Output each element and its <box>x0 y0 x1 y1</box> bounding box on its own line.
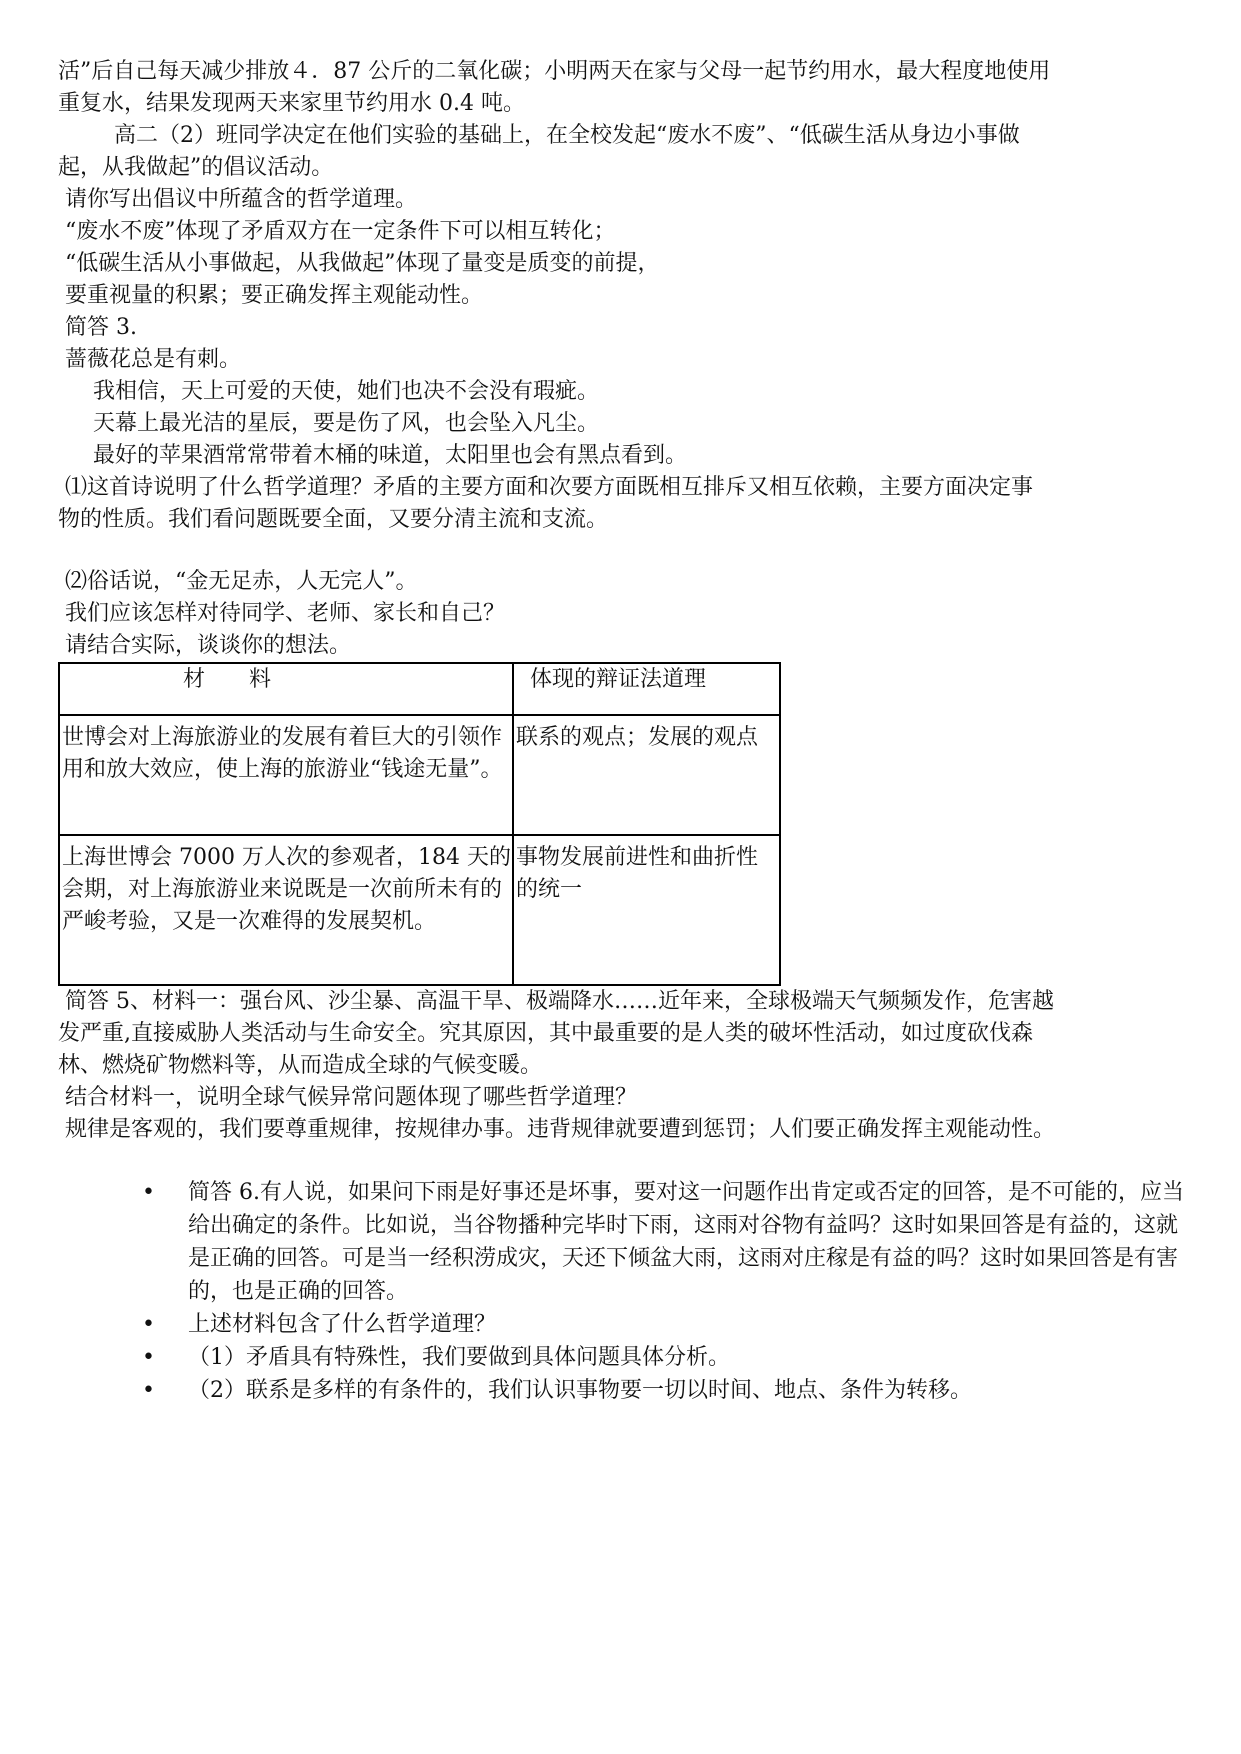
table-cell: 世博会对上海旅游业的发展有着巨大的引领作用和放大效应，使上海的旅游业“钱途无量”。 <box>59 715 513 835</box>
materials-table <box>58 662 781 986</box>
poem-line: 最好的苹果酒常常带着木桶的味道，太阳里也会有黑点看到。 <box>58 443 687 468</box>
bullet-text: 简答 6.有人说，如果问下雨是好事还是坏事，要对这一问题作出肯定或否定的回答，是不可能的，应当给出确定的条件。比如说，当谷物播种完毕时下雨，这雨对谷物有益吗？这时如果回答是有益的，这就是正确的回答。可是当一经积涝成灾，天还下倾盆大雨，这雨对庄稼是有益的吗？这时如果回答是有害的，也是正确的回答。 <box>188 1180 1184 1304</box>
poem-line: 我相信，天上可爱的天使，她们也决不会没有瑕疵。 <box>58 379 599 404</box>
bullet-icon: • <box>142 1312 155 1337</box>
text-line: 重复水，结果发现两天来家里节约用水 0.4 吨。 <box>58 91 525 116</box>
bullet-item <box>142 1341 1188 1374</box>
text-line: 结合材料一，说明全球气候异常问题体现了哪些哲学道理？ <box>58 1085 638 1110</box>
bullet-text: （1）矛盾具有特殊性，我们要做到具体问题具体分析。 <box>188 1345 730 1370</box>
bullet-item <box>142 1374 1188 1407</box>
text-line: ⑴这首诗说明了什么哲学道理？矛盾的主要方面和次要方面既相互排斥又相互依赖，主要方面决定事 <box>58 475 1034 500</box>
bullet-icon: • <box>142 1345 155 1370</box>
text-line: 高二（2）班同学决定在他们实验的基础上，在全校发起“废水不废”、“低碳生活从身边小事做 <box>58 123 1020 148</box>
bullet-text: 上述材料包含了什么哲学道理？ <box>188 1312 497 1337</box>
table-header-cell: 体现的辩证法道理 <box>513 663 780 715</box>
table-cell: 联系的观点；发展的观点 <box>513 715 780 835</box>
table-header-cell: 材 料 <box>59 663 513 715</box>
text-line: 起，从我做起”的倡议活动。 <box>58 155 334 180</box>
text-line: 我们应该怎样对待同学、老师、家长和自己？ <box>58 601 506 626</box>
text-line: 发严重,直接威胁人类活动与生命安全。究其原因，其中最重要的是人类的破坏性活动，如过度砍伐森 <box>58 1021 1033 1046</box>
text-line: 规律是客观的，我们要尊重规律，按规律办事。违背规律就要遭到惩罚；人们要正确发挥主观能动性。 <box>58 1117 1056 1142</box>
text-line: 请你写出倡议中所蕴含的哲学道理。 <box>58 187 418 212</box>
text-line: ⑵俗话说，“金无足赤，人无完人”。 <box>58 569 418 594</box>
question-heading: 简答 3. <box>58 315 137 340</box>
table-row <box>59 715 780 835</box>
spacer <box>58 536 1188 566</box>
text-line: “低碳生活从小事做起，从我做起”体现了量变是质变的前提， <box>58 251 660 276</box>
document-page <box>58 56 1188 1407</box>
question-heading: 简答 5、材料一：强台风、沙尘暴、高温干旱、极端降水……近年来，全球极端天气频频发作，危害越 <box>58 989 1054 1014</box>
text-line: 林、燃烧矿物燃料等，从而造成全球的气候变暖。 <box>58 1053 543 1078</box>
table-cell: 事物发展前进性和曲折性的统一 <box>513 835 780 985</box>
bullet-text: （2）联系是多样的有条件的，我们认识事物要一切以时间、地点、条件为转移。 <box>188 1378 972 1403</box>
bullet-item <box>142 1308 1188 1341</box>
table-cell: 上海世博会 7000 万人次的参观者，184 天的会期，对上海旅游业来说既是一次前所未有的严峻考验，又是一次难得的发展契机。 <box>59 835 513 985</box>
text-line: 要重视量的积累；要正确发挥主观能动性。 <box>58 283 484 308</box>
poem-title: 蔷薇花总是有刺。 <box>58 347 242 372</box>
text-line: 物的性质。我们看问题既要全面，又要分清主流和支流。 <box>58 507 609 532</box>
table-row <box>59 835 780 985</box>
bullet-item <box>142 1176 1188 1308</box>
table-header-row <box>59 663 780 715</box>
spacer <box>58 1146 1188 1176</box>
bullet-icon: • <box>142 1378 155 1403</box>
bullet-icon: • <box>142 1180 155 1205</box>
text-line: 活”后自己每天减少排放４．87 公斤的二氧化碳；小明两天在家与父母一起节约用水，最大程度地使用 <box>58 59 1051 84</box>
poem-line: 天幕上最光洁的星辰，要是伤了风，也会坠入凡尘。 <box>58 411 599 436</box>
text-line: “废水不废”体现了矛盾双方在一定条件下可以相互转化； <box>58 219 616 244</box>
text-line: 请结合实际，谈谈你的想法。 <box>58 633 352 658</box>
